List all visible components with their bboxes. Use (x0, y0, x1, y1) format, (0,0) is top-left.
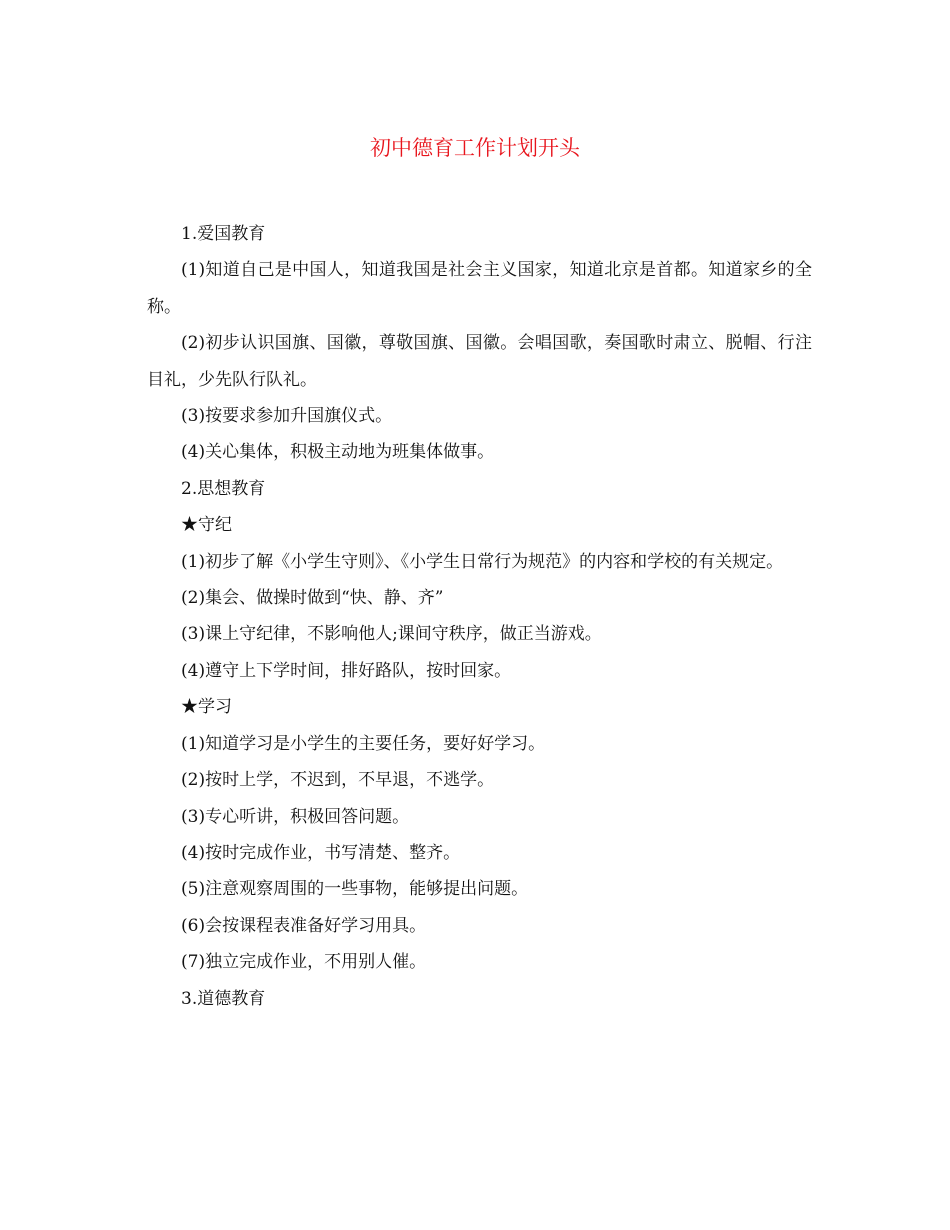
subheading-study: ★学习 (181, 697, 232, 718)
paragraph: (3)专心听讲，积极回答问题。 (181, 806, 410, 827)
paragraph: (4)关心集体，积极主动地为班集体做事。 (181, 442, 495, 463)
paragraph: (2)初步认识国旗、国徽，尊敬国旗、国徽。会唱国歌，奏国歌时肃立、脱帽、行注目礼，少先队行队礼。 (147, 333, 812, 390)
paragraph: (2)集会、做操时做到“快、静、齐” (181, 588, 444, 609)
paragraph: (4)按时完成作业，书写清楚、整齐。 (181, 842, 461, 863)
heading-moral-education: 3.道德教育 (181, 988, 266, 1009)
paragraph: (4)遵守上下学时间，排好路队，按时回家。 (181, 660, 512, 681)
heading-patriotic-education: 1.爱国教育 (181, 224, 266, 244)
paragraph: (2)按时上学，不迟到，不早退，不逃学。 (181, 770, 495, 791)
paragraph: (3)按要求参加升国旗仪式。 (181, 406, 393, 427)
heading-ideological-education: 2.思想教育 (181, 478, 266, 499)
paragraph: (6)会按课程表准备好学习用具。 (181, 915, 427, 936)
paragraph: (7)独立完成作业，不用别人催。 (181, 952, 427, 973)
paragraph: (1)知道自己是中国人，知道我国是社会主义国家，知道北京是首都。知道家乡的全称。 (147, 260, 812, 317)
paragraph: (1)知道学习是小学生的主要任务，要好好学习。 (181, 733, 546, 754)
subheading-discipline: ★守纪 (181, 515, 232, 536)
document-body (147, 216, 812, 1017)
paragraph: (5)注意观察周围的一些事物，能够提出问题。 (181, 879, 529, 900)
document-title: 初中德育工作计划开头 (370, 136, 580, 160)
paragraph: (3)课上守纪律，不影响他人;课间守秩序，做正当游戏。 (181, 624, 602, 645)
paragraph: (1)初步了解《小学生守则》、《小学生日常行为规范》的内容和学校的有关规定。 (181, 551, 784, 572)
